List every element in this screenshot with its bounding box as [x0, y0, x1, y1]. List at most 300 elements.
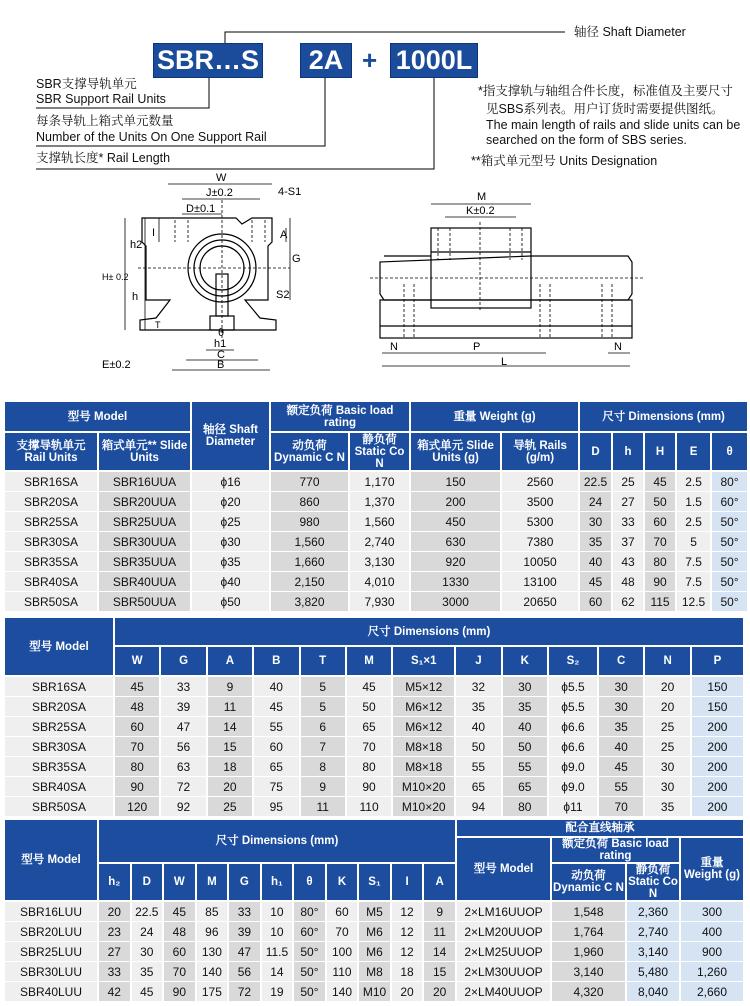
table-cell: 120	[115, 797, 159, 817]
table-cell: 2×LM40UUOP	[457, 982, 550, 1002]
table-cell: 35	[503, 697, 547, 717]
table-cell: 32	[456, 677, 500, 697]
table-cell: 40	[456, 717, 500, 737]
table-cell: 100	[327, 942, 358, 962]
table-cell: 5	[677, 532, 710, 552]
plus-sign: +	[362, 45, 378, 75]
table-row	[5, 777, 743, 797]
column-header: B	[254, 647, 298, 677]
table-cell: 50°	[712, 572, 747, 592]
table-cell: ϕ30	[192, 532, 269, 552]
table-cell: ϕ50	[192, 592, 269, 612]
table-cell: 12	[392, 942, 423, 962]
table-cell: SBR35UUA	[99, 552, 190, 572]
note1-cn-line2: 见SBS系列表。用户订货时需要提供图纸。	[486, 102, 724, 116]
dim-E: E±0.2	[102, 359, 131, 371]
long-unit-table	[3, 820, 745, 1002]
table-cell: 1,560	[350, 512, 409, 532]
header-dimensions: 尺寸 Dimensions (mm)	[115, 618, 743, 647]
table-row	[5, 572, 747, 592]
table-cell: 1,560	[271, 532, 348, 552]
table-cell: ϕ35	[192, 552, 269, 572]
column-header: 支撑导轨单元 Rail Units	[5, 433, 97, 472]
table-cell: 35	[645, 797, 689, 817]
column-header: 动负荷 Dynamic C N	[271, 433, 348, 472]
table-cell: 70	[599, 797, 643, 817]
table-cell: SBR16LUU	[5, 902, 97, 922]
table-cell: SBR25LUU	[5, 942, 97, 962]
table-cell: 75	[254, 777, 298, 797]
table-cell: 35	[599, 717, 643, 737]
table-cell: 2,740	[350, 532, 409, 552]
table-cell: 1,548	[552, 902, 625, 922]
table-cell: 55	[599, 777, 643, 797]
table-cell: 80°	[712, 472, 747, 492]
table-cell: 45	[645, 472, 675, 492]
table-cell: 60	[115, 717, 159, 737]
dim-theta: θ	[218, 327, 225, 339]
table-cell: 25	[613, 472, 643, 492]
table-row	[5, 677, 743, 697]
table-cell: 80	[115, 757, 159, 777]
table-cell: 85	[197, 902, 228, 922]
table-cell: 30	[599, 677, 643, 697]
table-row	[5, 757, 743, 777]
dim-L: L	[501, 356, 508, 368]
dim-h2: h2	[130, 239, 143, 251]
column-header: D	[132, 864, 163, 902]
table-cell: 96	[197, 922, 228, 942]
table-cell: 22.5	[132, 902, 163, 922]
table-cell: 45	[164, 902, 195, 922]
table-cell: 47	[161, 717, 205, 737]
table-row	[5, 737, 743, 757]
table-cell: 24	[132, 922, 163, 942]
table-cell: SBR40SA	[5, 777, 113, 797]
table-cell: ϕ6.6	[549, 717, 597, 737]
slide-unit-load-table	[3, 402, 749, 612]
header-dimensions: 尺寸 Dimensions (mm)	[99, 820, 455, 864]
table-cell: 1,764	[552, 922, 625, 942]
table-cell: 920	[411, 552, 500, 572]
table-cell: M6	[359, 922, 390, 942]
table-cell: 14	[262, 962, 293, 982]
table-cell: 20	[645, 677, 689, 697]
table-cell: 39	[161, 697, 205, 717]
header-basic-load: 额定负荷 Basic load rating	[552, 838, 679, 864]
table-cell: SBR25SA	[5, 512, 97, 532]
table-cell: 72	[161, 777, 205, 797]
table-cell: 400	[681, 922, 743, 942]
table-cell: 56	[161, 737, 205, 757]
dim-I: I	[152, 227, 156, 239]
table-cell: 11	[208, 697, 252, 717]
table-cell: 11	[424, 922, 455, 942]
column-header: W	[115, 647, 159, 677]
table-cell: 45	[347, 677, 391, 697]
table-cell: 5300	[502, 512, 578, 532]
table-cell: 200	[692, 717, 743, 737]
table-cell: 25	[645, 717, 689, 737]
table-cell: 150	[692, 697, 743, 717]
table-cell: 770	[271, 472, 348, 492]
table-cell: 10050	[502, 552, 578, 572]
units-number-label-cn: 每条导轨上箱式单元数量	[36, 114, 174, 128]
table-cell: 48	[164, 922, 195, 942]
table-cell: 150	[692, 677, 743, 697]
column-header: C	[599, 647, 643, 677]
dim-S2: S2	[276, 289, 290, 301]
table-cell: 47	[229, 942, 260, 962]
table-cell: SBR40UUA	[99, 572, 190, 592]
table-cell: 140	[327, 982, 358, 1002]
table-cell: SBR16SA	[5, 472, 97, 492]
table-cell: 1.5	[677, 492, 710, 512]
table-cell: SBR25UUA	[99, 512, 190, 532]
table-cell: 1,170	[350, 472, 409, 492]
table-cell: 8,040	[627, 982, 679, 1002]
table-cell: M8×18	[393, 737, 454, 757]
table-cell: ϕ5.5	[549, 677, 597, 697]
column-header: G	[229, 864, 260, 902]
table-cell: SBR25SA	[5, 717, 113, 737]
table-cell: 35	[132, 962, 163, 982]
dim-D: D±0.1	[186, 203, 216, 215]
table-cell: 70	[347, 737, 391, 757]
table-cell: 2.5	[677, 472, 710, 492]
table-cell: 1,260	[681, 962, 743, 982]
table-cell: SBR30SA	[5, 737, 113, 757]
table-row	[5, 982, 743, 1002]
column-header: N	[645, 647, 689, 677]
column-header: 箱式单元 Slide Units (g)	[411, 433, 500, 472]
table-cell: 50°	[712, 552, 747, 572]
column-header: E	[677, 433, 710, 472]
column-header: 导轨 Rails (g/m)	[502, 433, 578, 472]
table-cell: 35	[580, 532, 611, 552]
column-header: K	[503, 647, 547, 677]
table-cell: 27	[613, 492, 643, 512]
table-cell: 7,930	[350, 592, 409, 612]
column-header: T	[301, 647, 345, 677]
table-cell: 11	[301, 797, 345, 817]
table-cell: 2×LM25UUOP	[457, 942, 550, 962]
column-header: h₁	[262, 864, 293, 902]
column-header: A	[208, 647, 252, 677]
table-cell: SBR40SA	[5, 572, 97, 592]
table-cell: 6	[301, 717, 345, 737]
header-model: 型号 Model	[5, 820, 97, 902]
table-cell: ϕ6.6	[549, 737, 597, 757]
table-cell: 18	[392, 962, 423, 982]
note2-label: **箱式单元型号 Units Designation	[471, 154, 658, 168]
table-cell: 3000	[411, 592, 500, 612]
column-header: I	[392, 864, 423, 902]
table-cell: 45	[132, 982, 163, 1002]
column-header: G	[161, 647, 205, 677]
column-header: S₁×1	[393, 647, 454, 677]
table-cell: 5	[301, 697, 345, 717]
header-bearing: 配合直线轴承	[457, 820, 743, 838]
dim-h: h	[132, 291, 139, 303]
table-cell: 200	[411, 492, 500, 512]
table-cell: 2.5	[677, 512, 710, 532]
column-header: J	[456, 647, 500, 677]
dim-T: T	[155, 320, 161, 330]
table-cell: M6×12	[393, 697, 454, 717]
table-row	[5, 922, 743, 942]
table-cell: 2560	[502, 472, 578, 492]
table-cell: 33	[229, 902, 260, 922]
table-cell: 110	[327, 962, 358, 982]
table-cell: 1330	[411, 572, 500, 592]
dim-A: A	[280, 229, 288, 241]
table-cell: 30	[580, 512, 611, 532]
table-cell: 9	[208, 677, 252, 697]
column-header: 箱式单元** Slide Units	[99, 433, 190, 472]
note1-en-line1: The main length of rails and slide units can be	[486, 118, 741, 132]
table-cell: 45	[599, 757, 643, 777]
dim-M: M	[477, 191, 487, 203]
table-cell: 150	[411, 472, 500, 492]
table-row	[5, 942, 743, 962]
table-cell: 90	[115, 777, 159, 797]
header-model: 型号 Model	[5, 402, 190, 433]
table-cell: SBR20SA	[5, 697, 113, 717]
side-view-drawing	[370, 180, 650, 370]
table-cell: 12	[392, 902, 423, 922]
table-cell: 56	[229, 962, 260, 982]
column-header: h₂	[99, 864, 130, 902]
table-cell: ϕ9.0	[549, 757, 597, 777]
header-basic-load: 额定负荷 Basic load rating	[271, 402, 409, 433]
table-cell: 630	[411, 532, 500, 552]
table-cell: 860	[271, 492, 348, 512]
length-code-box: 1000L	[390, 43, 478, 78]
table-cell: 3,140	[552, 962, 625, 982]
column-header: θ	[294, 864, 325, 902]
table-cell: 90	[164, 982, 195, 1002]
header-weight: 重量 Weight (g)	[681, 838, 743, 902]
header-shaft-diameter: 轴径 Shaft Diameter	[192, 402, 269, 472]
table-cell: 2,740	[627, 922, 679, 942]
table-cell: 1,370	[350, 492, 409, 512]
column-header: h	[613, 433, 643, 472]
column-header: 静负荷 Static Co N	[350, 433, 409, 472]
table-cell: 14	[424, 942, 455, 962]
column-header: 动负荷 Dynamic C N	[552, 864, 625, 902]
table-row	[5, 512, 747, 532]
table-cell: 11.5	[262, 942, 293, 962]
header-bearing-model: 型号 Model	[457, 838, 550, 902]
table-row	[5, 532, 747, 552]
table-cell: M8	[359, 962, 390, 982]
table-cell: 3,140	[627, 942, 679, 962]
dim-J: J±0.2	[206, 187, 233, 199]
header-dimensions: 尺寸 Dimensions (mm)	[580, 402, 747, 433]
table-cell: 45	[115, 677, 159, 697]
column-header: S₁	[359, 864, 390, 902]
table-cell: 60	[645, 512, 675, 532]
table-cell: SBR30SA	[5, 532, 97, 552]
table-cell: 50°	[712, 532, 747, 552]
table-cell: 50	[347, 697, 391, 717]
table-cell: 450	[411, 512, 500, 532]
table-cell: 55	[503, 757, 547, 777]
table-cell: 90	[347, 777, 391, 797]
table-cell: ϕ20	[192, 492, 269, 512]
table-cell: 20	[424, 982, 455, 1002]
table-cell: 60°	[294, 922, 325, 942]
table-cell: 65	[254, 757, 298, 777]
table-cell: SBR20LUU	[5, 922, 97, 942]
table-cell: 90	[645, 572, 675, 592]
table-cell: 35	[456, 697, 500, 717]
column-header: D	[580, 433, 611, 472]
table-cell: M5×12	[393, 677, 454, 697]
table-row	[5, 962, 743, 982]
table-cell: 20650	[502, 592, 578, 612]
table-cell: 60	[254, 737, 298, 757]
note1-cn-line1: *指支撑轨与轴组合件长度，标准值及主要尺寸	[478, 84, 733, 98]
table-cell: 4,010	[350, 572, 409, 592]
table-cell: 50°	[294, 962, 325, 982]
table-cell: 2,660	[681, 982, 743, 1002]
units-code-box: 2A	[300, 43, 352, 78]
table-cell: 70	[115, 737, 159, 757]
table-cell: 3500	[502, 492, 578, 512]
table-cell: 33	[613, 512, 643, 532]
shaft-diameter-label: 轴径 Shaft Diameter	[574, 25, 686, 39]
table-cell: 40	[503, 717, 547, 737]
table-cell: 25	[208, 797, 252, 817]
column-header: H	[645, 433, 675, 472]
table-cell: 4,320	[552, 982, 625, 1002]
table-cell: 175	[197, 982, 228, 1002]
dim-P: P	[473, 341, 481, 353]
table-cell: SBR20SA	[5, 492, 97, 512]
table-cell: M8×18	[393, 757, 454, 777]
dim-B: B	[217, 359, 225, 371]
table-cell: 2×LM20UUOP	[457, 922, 550, 942]
dim-N-right: N	[614, 341, 622, 353]
table-cell: SBR40LUU	[5, 982, 97, 1002]
table-cell: 200	[692, 797, 743, 817]
table-cell: SBR50SA	[5, 592, 97, 612]
table-cell: 14	[208, 717, 252, 737]
header-model: 型号 Model	[5, 618, 113, 677]
table-cell: 65	[456, 777, 500, 797]
table-cell: 9	[424, 902, 455, 922]
table-cell: 12.5	[677, 592, 710, 612]
table-row	[5, 717, 743, 737]
table-cell: 1,660	[271, 552, 348, 572]
table-cell: 95	[254, 797, 298, 817]
table-cell: 50°	[712, 592, 747, 612]
table-row	[5, 492, 747, 512]
table-cell: 980	[271, 512, 348, 532]
column-header: θ	[712, 433, 747, 472]
table-cell: 13100	[502, 572, 578, 592]
column-header: S₂	[549, 647, 597, 677]
header-weight: 重量 Weight (g)	[411, 402, 578, 433]
table-cell: 8	[301, 757, 345, 777]
table-cell: ϕ5.5	[549, 697, 597, 717]
table-cell: 9	[301, 777, 345, 797]
table-cell: M5	[359, 902, 390, 922]
table-cell: 65	[347, 717, 391, 737]
table-cell: 39	[229, 922, 260, 942]
units-number-label-en: Number of the Units On One Support Rail	[36, 130, 267, 144]
table-cell: 2,360	[627, 902, 679, 922]
table-cell: 7380	[502, 532, 578, 552]
table-cell: ϕ40	[192, 572, 269, 592]
table-cell: 80	[645, 552, 675, 572]
table-cell: 50°	[294, 982, 325, 1002]
table-cell: 40	[254, 677, 298, 697]
table-cell: 20	[99, 902, 130, 922]
table-cell: SBR35SA	[5, 757, 113, 777]
table-cell: M6×12	[393, 717, 454, 737]
table-cell: 3,130	[350, 552, 409, 572]
table-cell: 70	[327, 922, 358, 942]
table-cell: 80°	[294, 902, 325, 922]
table-cell: 43	[613, 552, 643, 572]
table-cell: 2×LM16UUOP	[457, 902, 550, 922]
table-cell: 80	[503, 797, 547, 817]
table-cell: 200	[692, 757, 743, 777]
cross-section-drawing	[100, 170, 310, 380]
table-cell: 18	[208, 757, 252, 777]
table-cell: 42	[99, 982, 130, 1002]
note1-en-line2: searched on the form of SBS series.	[486, 133, 687, 147]
table-cell: SBR30UUA	[99, 532, 190, 552]
table-cell: 7.5	[677, 552, 710, 572]
dim-W: W	[216, 172, 227, 184]
table-row	[5, 697, 743, 717]
dim-K: K±0.2	[466, 205, 495, 217]
table-cell: 48	[115, 697, 159, 717]
table-cell: 30	[599, 697, 643, 717]
table-row	[5, 797, 743, 817]
table-cell: 2,150	[271, 572, 348, 592]
rail-length-label: 支撑轨长度* Rail Length	[36, 151, 171, 165]
table-cell: ϕ25	[192, 512, 269, 532]
table-cell: 92	[161, 797, 205, 817]
table-cell: 72	[229, 982, 260, 1002]
table-cell: SBR50UUA	[99, 592, 190, 612]
rail-dimensions-table	[3, 618, 745, 817]
table-cell: 25	[645, 737, 689, 757]
dim-N-left: N	[390, 341, 398, 353]
table-cell: 94	[456, 797, 500, 817]
table-cell: 7.5	[677, 572, 710, 592]
table-cell: 30	[645, 777, 689, 797]
dim-C: C	[217, 349, 225, 361]
table-cell: 2×LM30UUOP	[457, 962, 550, 982]
table-cell: SBR16SA	[5, 677, 113, 697]
table-cell: M6	[359, 942, 390, 962]
table-cell: SBR35SA	[5, 552, 97, 572]
table-cell: SBR16UUA	[99, 472, 190, 492]
table-cell: 30	[645, 757, 689, 777]
table-cell: 40	[599, 737, 643, 757]
table-cell: ϕ16	[192, 472, 269, 492]
table-cell: 60	[164, 942, 195, 962]
table-cell: 70	[645, 532, 675, 552]
table-cell: 7	[301, 737, 345, 757]
table-cell: 55	[254, 717, 298, 737]
